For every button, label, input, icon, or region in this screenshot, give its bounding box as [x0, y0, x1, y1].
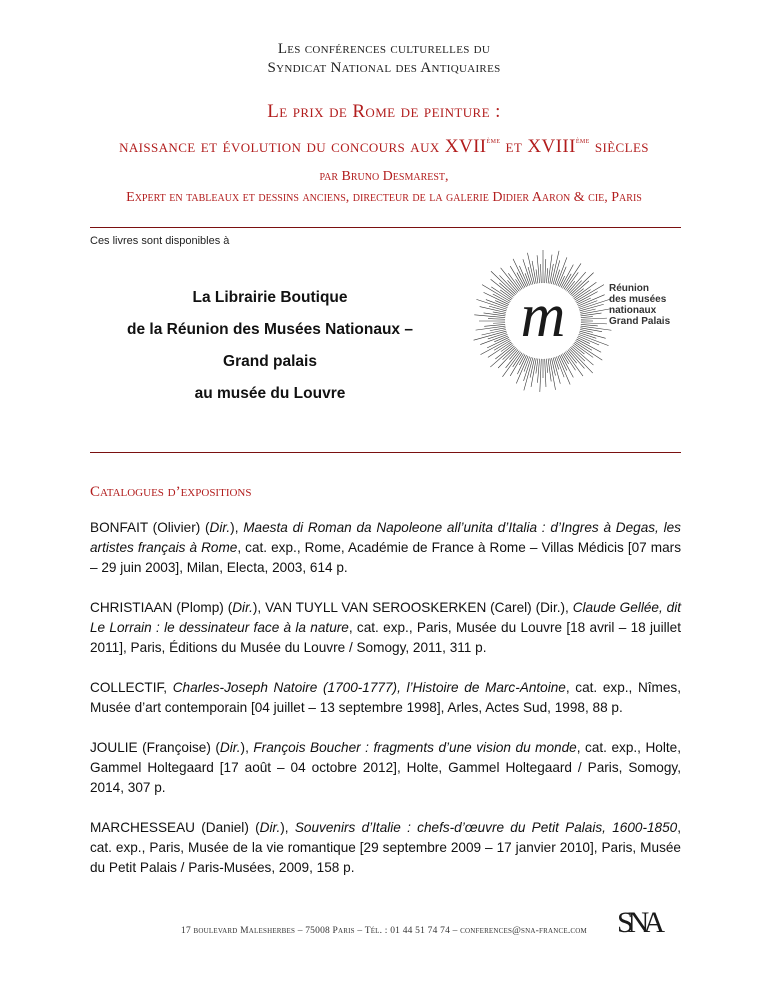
- lecture-title: [0, 98, 768, 161]
- logo-ray: [545, 357, 546, 387]
- entry-author: JOULIE (Françoise) (: [90, 740, 220, 755]
- logo-ray: [546, 357, 547, 373]
- entry-author-end: ),: [280, 820, 295, 835]
- entry-details: , cat. exp., Rome, Académie de France à Rome – Villas Médicis [07 mars – 29 juin 2003], Milan, Electa, 2003, 614 p.: [90, 540, 681, 575]
- logo-ray: [503, 346, 517, 360]
- entry-details: , cat. exp., Paris, Musée de la vie romantique [29 septembre 2009 – 17 janvier 2010], Paris, Musée du Petit Palais / Paris-Musées, 2009, 158 p.: [90, 820, 681, 875]
- catalogue-entry: [90, 518, 681, 578]
- entry-dir: Dir.: [219, 740, 241, 755]
- sna-logo-letters: SNA: [616, 906, 660, 939]
- catalogue-entry: [90, 818, 681, 878]
- logo-ray: [513, 351, 523, 367]
- byline: [0, 166, 768, 208]
- logo-ray: [568, 281, 582, 295]
- byline-author: par Bruno Desmarest,: [319, 169, 449, 184]
- entry-author-end: ), VAN TUYLL VAN SEROOSKERKEN (Carel) (Dir.),: [252, 600, 573, 615]
- logo-ray: [488, 319, 507, 320]
- rmn-logo-text: [609, 283, 670, 327]
- catalogues-heading: Catalogues d’expositions: [90, 484, 252, 500]
- catalogue-entry: [90, 678, 681, 718]
- catalogue-entry: [90, 598, 681, 658]
- title-line-1: Le prix de Rome de peinture :: [267, 101, 501, 122]
- rmn-logo-icon: [468, 246, 618, 396]
- logo-ray: [565, 281, 574, 293]
- title-line-2-part-b: et XVIII: [500, 136, 576, 157]
- entry-title: Souvenirs d’Italie : chefs-d’œuvre du Petit Palais, 1600-1850: [294, 820, 678, 835]
- logo-ray: [579, 318, 607, 319]
- catalogue-entry: [90, 738, 681, 798]
- logo-ray: [493, 323, 507, 324]
- series-line-2: Syndicat National des Antiquaires: [267, 60, 501, 76]
- logo-ray: [548, 357, 551, 382]
- logo-ray: [501, 342, 514, 351]
- logo-ray: [579, 324, 598, 326]
- logo-ray: [559, 353, 567, 370]
- logo-ray: [493, 294, 511, 304]
- byline-role: Expert en tableaux et dessins anciens, directeur de la galerie Didier Aaron & cie, Paris: [126, 190, 642, 205]
- logo-letter: m: [520, 282, 566, 350]
- title-sup-2: ème: [575, 135, 590, 145]
- logo-ray: [509, 348, 519, 359]
- logo-ray: [579, 313, 602, 316]
- entry-details: , cat. exp., Nîmes, Musée d’art contemporain [04 juillet – 13 septembre 1998], Arles, Actes Sud, 1998, 88 p.: [90, 680, 681, 715]
- logo-ray: [548, 255, 552, 286]
- logo-text-line-3: nationaux: [609, 305, 657, 316]
- logo-ray: [579, 326, 612, 330]
- logo-ray: [476, 326, 508, 330]
- logo-ray: [576, 335, 599, 345]
- sna-logo-icon: [608, 898, 668, 944]
- entry-dir: Dir.: [209, 520, 231, 535]
- logo-ray: [579, 317, 593, 318]
- catalogue-list: [90, 518, 681, 898]
- entry-dir: Dir.: [259, 820, 281, 835]
- logo-ray: [484, 324, 507, 326]
- entry-author: COLLECTIF,: [90, 680, 173, 695]
- logo-text-line-4: Grand Palais: [609, 316, 671, 327]
- entry-details: , cat. exp., Holte, Gammel Holtegaard [17 août – 04 octobre 2012], Holte, Gammel Holtegaard / Paris, Somogy, 2014, 307 p.: [90, 740, 681, 795]
- bookshop-line-2: de la Réunion des Musées Nationaux –: [127, 321, 413, 338]
- divider-middle: [90, 452, 681, 453]
- entry-title: Claude Gellée, dit Le Lorrain : le dessinateur face à la nature: [90, 600, 681, 635]
- series-header: [0, 40, 768, 78]
- logo-ray: [540, 357, 542, 392]
- entry-title: Charles-Joseph Natoire (1700-1777), l’Histoire de Marc-Antoine: [172, 680, 566, 695]
- entry-details: , cat. exp., Paris, Musée du Louvre [18 avril – 18 juillet 2011], Paris, Éditions du Musée du Louvre / Somogy, 2011, 311 p.: [90, 620, 681, 655]
- entry-author: BONFAIT (Olivier) (: [90, 520, 210, 535]
- logo-ray: [476, 299, 508, 310]
- divider-top: [90, 227, 681, 228]
- title-sup-1: ème: [486, 135, 501, 145]
- logo-ray: [501, 268, 521, 293]
- entry-dir: Dir.: [232, 600, 253, 615]
- logo-ray: [578, 309, 596, 313]
- logo-ray: [517, 353, 527, 374]
- logo-ray: [474, 331, 509, 341]
- footer-address: 17 boulevard Malesherbes – 75008 Paris – Tél. : 01 44 51 74 74 – conferences@sna-france.com: [181, 926, 587, 936]
- entry-author: MARCHESSEAU (Daniel) (: [90, 820, 260, 835]
- logo-text-line-2: des musées: [609, 294, 667, 305]
- logo-ray: [571, 289, 584, 299]
- entry-author: CHRISTIAAN (Plomp) (: [90, 600, 233, 615]
- logo-ray: [579, 323, 607, 324]
- availability-intro: Ces livres sont disponibles à: [90, 235, 230, 247]
- bookshop-line-3: Grand palais: [223, 353, 317, 370]
- series-line-1: Les conférences culturelles du: [277, 41, 491, 57]
- entry-title: Maesta di Roman da Napoleone all’unita d’Italia : d’Ingres à Degas, les artistes français à Rome: [90, 520, 681, 555]
- bookshop-name: [90, 282, 450, 410]
- logo-ray: [578, 327, 602, 331]
- bookshop-line-4: au musée du Louvre: [194, 385, 346, 402]
- entry-author-end: ),: [230, 520, 244, 535]
- title-line-2-part-c: siècles: [589, 136, 649, 157]
- entry-author-end: ),: [240, 740, 254, 755]
- title-line-2: [0, 126, 768, 161]
- bookshop-line-1: La Librairie Boutique: [192, 289, 348, 306]
- logo-text-line-1: Réunion: [609, 283, 649, 294]
- logo-ray: [524, 356, 534, 391]
- title-line-2-part-a: naissance et évolution du concours aux XVII: [119, 136, 487, 157]
- entry-title: François Boucher : fragments d’une vision du monde: [253, 740, 577, 755]
